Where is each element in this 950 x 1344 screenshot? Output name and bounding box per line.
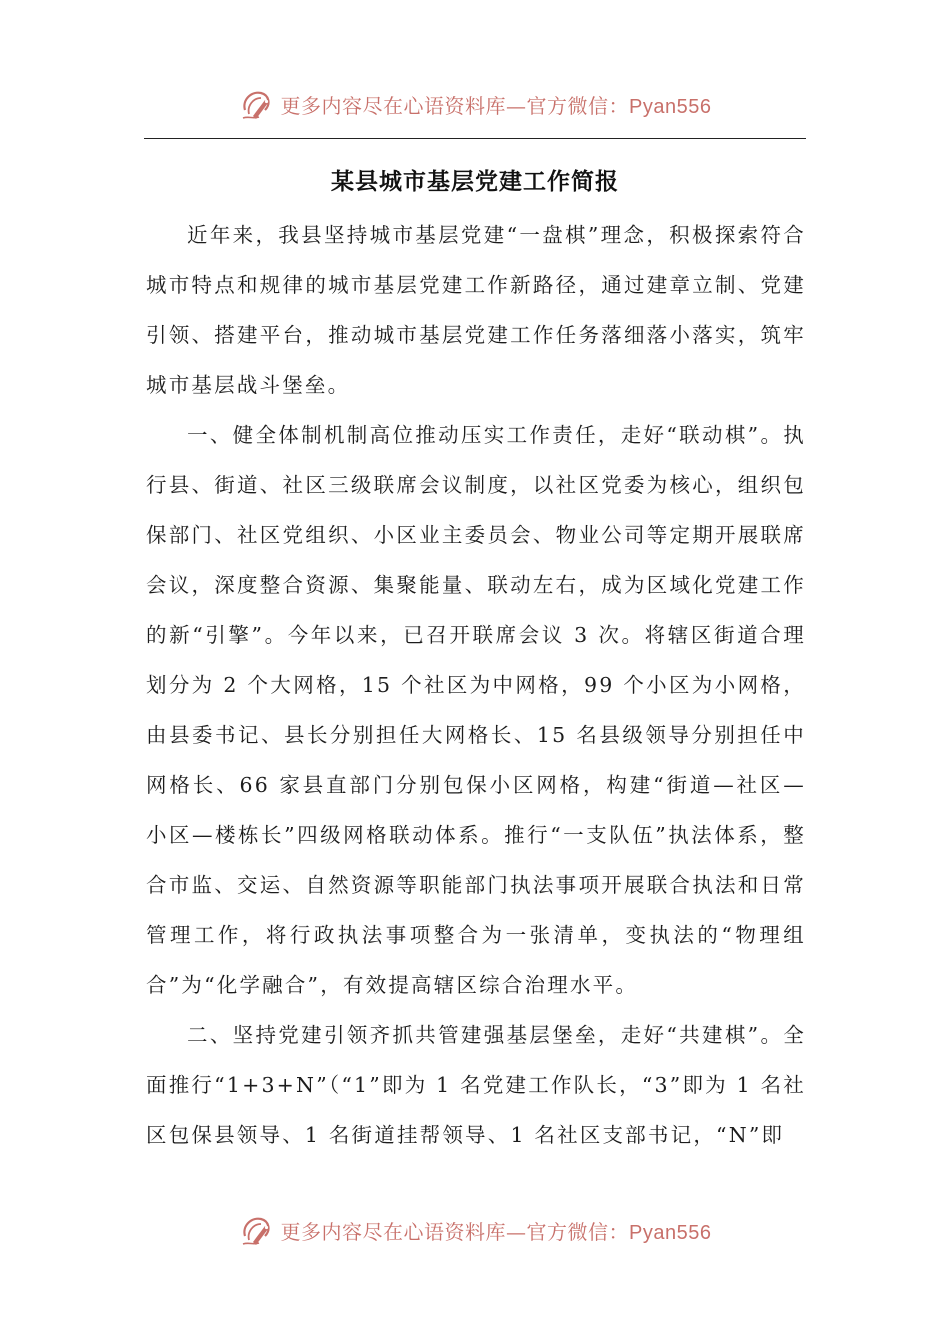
watermark-main: 更多内容尽在心语资料库—官方微信： [280,93,630,118]
footer-watermark [0,1210,950,1250]
paragraph-intro: 近年来，我县坚持城市基层党建“一盘棋”理念，积极探索符合城市特点和规律的城市基层党建工作新路径，通过建章立制、党建引领、搭建平台，推动城市基层党建工作任务落细落小落实，筑牢城市基层战斗堡垒。 [146,223,806,397]
watermark-wechat-id: Pyan556 [629,1221,712,1244]
pen-nib-swirl-icon [239,1212,275,1248]
watermark-wechat-id: Pyan556 [629,95,712,118]
paragraph-section-1: 一、健全体制机制高位推动压实工作责任，走好“联动棋”。执行县、街道、社区三级联席会议制度，以社区党委为核心，组织包保部门、社区党组织、小区业主委员会、物业公司等定期开展联席会议，深度整合资源、集聚能量、联动左右，成为区域化党建工作的新“引擎”。今年以来，已召开联席会议 3 次。将辖区街道合理划分为 2 个大网格，15 个社区为中网格，99 个小区为小网格，由县委书记、县长分别担任大网格长、15 名县级领导分别担任中网格长、66 家县直部门分别包保小区网格，构建“街道—社区—小区—楼栋长”四级网格联动体系。推行“一支队伍”执法体系，整合市监、交运、自然资源等职能部门执法事项开展联合执法和日常管理工作，将行政执法事项整合为一张清单，变执法的“物理组合”为“化学融合”，有效提高辖区综合治理水平。 [146,423,806,997]
paragraph-section-2: 二、坚持党建引领齐抓共管建强基层堡垒，走好“共建棋”。全面推行“1+3+N”（“1”即为 1 名党建工作队长，“3”即为 1 名社区包保县领导、1 名街道挂帮领导、1 名社区支部书记，“N”即 [146,1023,806,1147]
watermark-main: 更多内容尽在心语资料库—官方微信： [280,1219,630,1244]
header-divider [144,138,806,139]
document-title: 某县城市基层党建工作简报 [331,168,619,195]
watermark-text [281,90,712,119]
header-watermark [0,84,950,124]
document-body [146,210,806,1160]
pen-nib-swirl-icon [239,86,275,122]
watermark-text [281,1216,712,1245]
